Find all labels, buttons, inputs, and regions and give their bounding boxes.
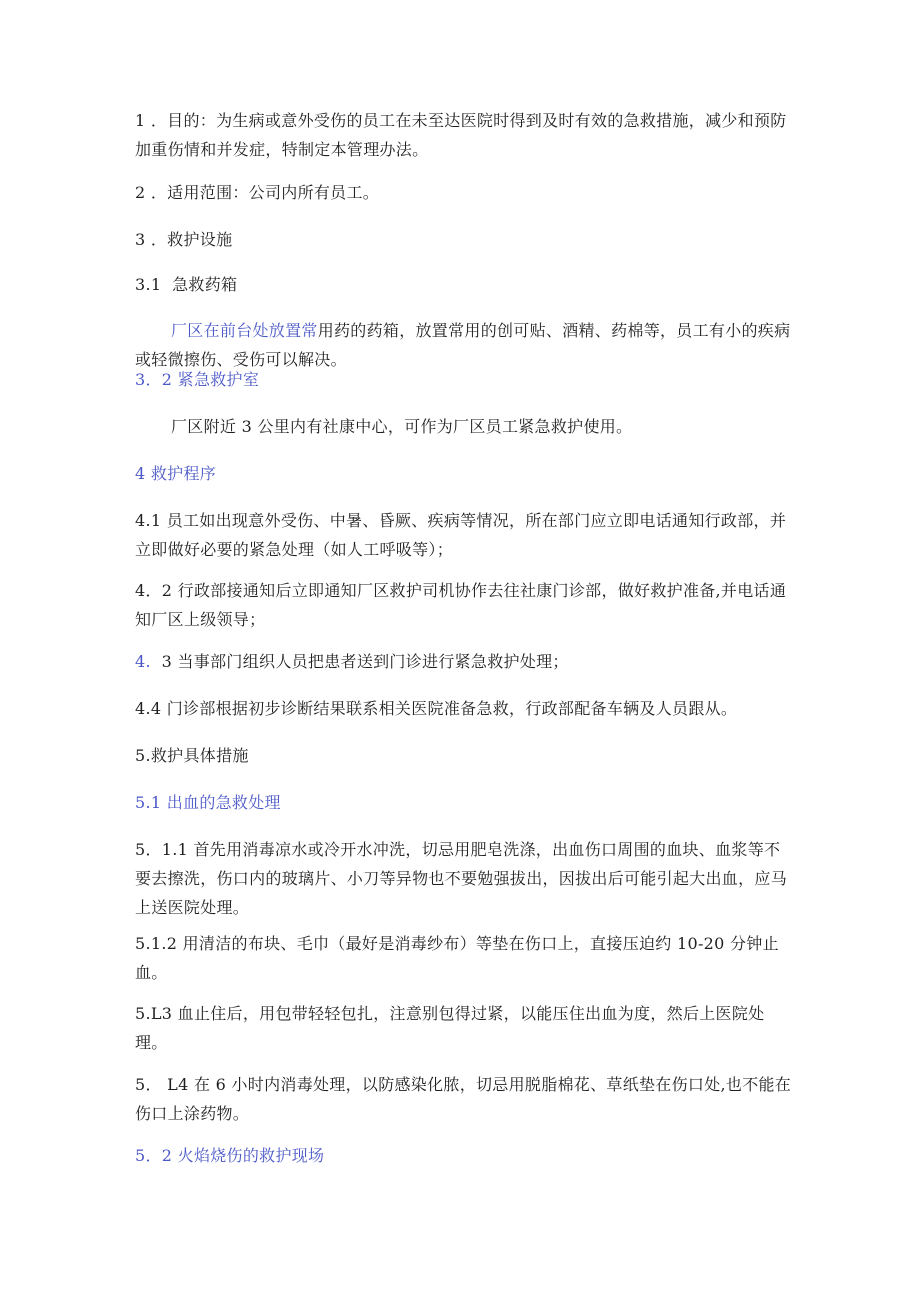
heading-burn-rescue: 5．2 火焰烧伤的救护现场 (135, 1146, 325, 1165)
heading-emergency-room: 3．2 紧急救护室 (135, 370, 260, 389)
heading-first-aid-kit: 3.1 急救药箱 (135, 275, 238, 294)
paragraph-procedure-4-1: 4.1 员工如出现意外受伤、中暑、昏厥、疾病等情况，所在部门应立即电话通知行政部，并立即做好必要的紧急处理（如人工呼吸等）； (135, 511, 787, 559)
heading-rescue-facilities: 3 ．救护设施 (135, 230, 233, 249)
heading-bleeding-first-aid: 5.1 出血的急救处理 (135, 793, 281, 812)
paragraph-procedure-4-3 (135, 647, 795, 676)
paragraph-emergency-room: 厂区附近 3 公里内有社康中心，可作为厂区员工紧急救护使用。 (171, 417, 633, 436)
paragraph-bleeding-5-1-4: 5． L4 在 6 小时内消毒处理，以防感染化脓，切忌用脱脂棉花、草纸垫在伤口处,也不能在伤口上涂药物。 (135, 1075, 792, 1123)
paragraph-scope: 2 ．适用范围：公司内所有员工。 (135, 183, 380, 202)
paragraph-purpose: 1 ．目的：为生病或意外受伤的员工在未至达医院时得到及时有效的急救措施，减少和预防加重伤情和并发症，特制定本管理办法。 (135, 111, 787, 159)
paragraph-procedure-4-4: 4.4 门诊部根据初步诊断结果联系相关医院准备急救，行政部配备车辆及人员跟从。 (135, 699, 738, 718)
paragraph-bleeding-5-1-2: 5.1.2 用清洁的布块、毛巾（最好是消毒纱布）等垫在伤口上，直接压迫约 10-20 分钟止血。 (135, 934, 779, 982)
paragraph-text: 用药的药箱，放置常用的创可贴、酒精、药棉等，员工有小的疾病或轻微擦伤、受伤可以解决。 (135, 321, 791, 369)
heading-rescue-procedure: 4 救护程序 (135, 464, 217, 483)
paragraph-bleeding-5-1-1: 5．1.1 首先用消毒凉水或冷开水冲洗，切忌用肥皂洗涤，出血伤口周围的血块、血浆等不要去擦洗，伤口内的玻璃片、小刀等异物也不要勉强拔出，因拔出后可能引起大出血，应马上送医院处理。 (135, 840, 788, 917)
highlighted-number: 4. (135, 652, 151, 671)
paragraph-bleeding-5-1-3: 5.L3 血止住后，用包带轻轻包扎，注意别包得过紧，以能压住出血为度，然后上医院处理。 (135, 1004, 765, 1052)
highlighted-text: 厂区在前台处放置常 (171, 321, 318, 340)
paragraph-procedure-4-2: 4．2 行政部接通知后立即通知厂区救护司机协作去往社康门诊部，做好救护准备,并电话通知厂区上级领导； (135, 581, 787, 629)
paragraph-text: 3 当事部门组织人员把患者送到门诊进行紧急救护处理； (150, 652, 569, 671)
heading-specific-measures: 5.救护具体措施 (135, 746, 249, 765)
